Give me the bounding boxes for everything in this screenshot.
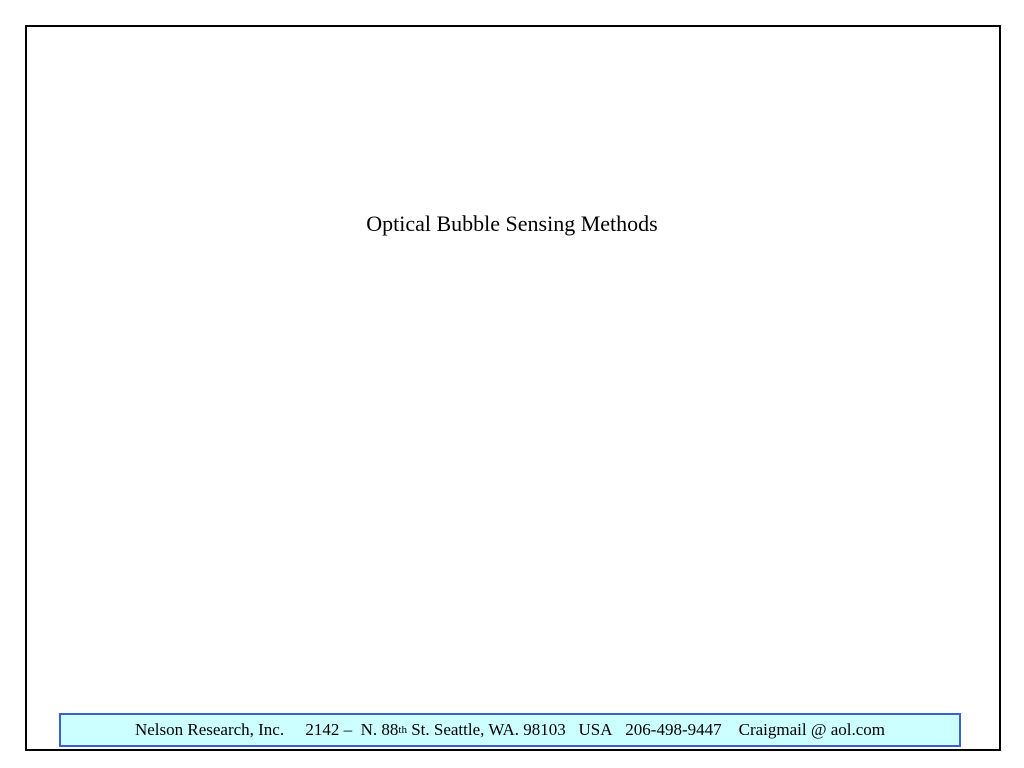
footer-email: Craigmail @ aol.com [738, 720, 886, 739]
footer-phone: 206-498-9447 [625, 720, 722, 739]
slide-frame [25, 25, 1001, 751]
slide-title: Optical Bubble Sensing Methods [366, 211, 658, 236]
footer-address-suffix: St. Seattle, WA. 98103 USA [406, 720, 613, 739]
footer-contact-line: Nelson Research, Inc. 2142 – N. 88 th St. Seattle, WA. 98103 USA 206-498-9447 Craigmail @ aol.com [134, 720, 886, 739]
footer-company: Nelson Research, Inc. [134, 720, 285, 739]
footer-address-prefix: 2142 – N. 88 [305, 720, 399, 739]
footer-contact-box [59, 713, 961, 747]
